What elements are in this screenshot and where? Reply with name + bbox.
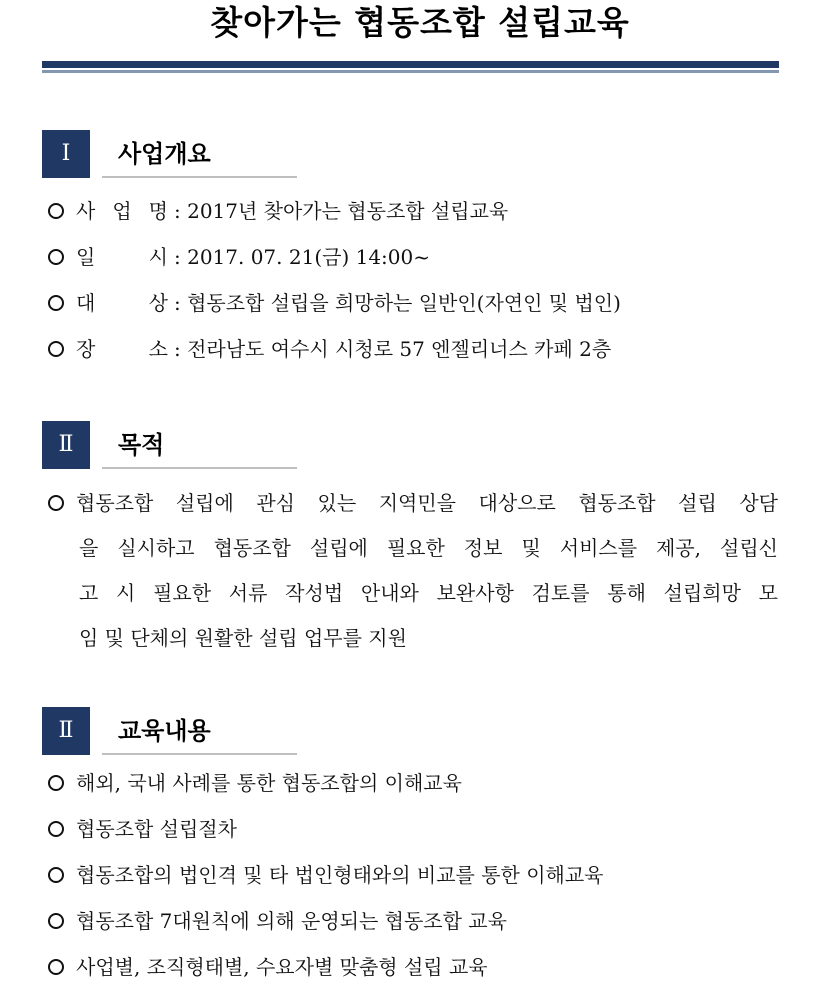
overview-item-datetime (48, 242, 430, 272)
item-value: : 전라남도 여수시 시청로 57 엔젤리너스 카페 2층 (174, 337, 612, 361)
circle-bullet-icon (48, 295, 64, 311)
item-label: 대 상 (76, 291, 168, 315)
circle-bullet-icon (48, 341, 64, 357)
item-value: : 2017. 07. 21(금) 14:00~ (174, 245, 430, 269)
purpose-paragraph (48, 481, 778, 661)
paragraph-line: 협동조합 설립에 관심 있는 지역민을 대상으로 협동조합 설립 상담 (48, 481, 778, 526)
title-underline (42, 61, 779, 68)
curriculum-item: 사업별, 조직형태별, 수요자별 맞춤형 설립 교육 (48, 952, 488, 982)
circle-bullet-icon (48, 867, 64, 883)
item-value: : 협동조합 설립을 희망하는 일반인(자연인 및 법인) (174, 291, 621, 315)
paragraph-line: 을 실시하고 협동조합 설립에 필요한 정보 및 서비스를 제공, 설립신 (79, 536, 778, 560)
section-underline (102, 176, 297, 178)
paragraph-line: 임 및 단체의 원활한 설립 업무를 지원 (79, 626, 407, 650)
section-underline (102, 467, 297, 469)
curriculum-item: 협동조합의 법인격 및 타 법인형태와의 비교를 통한 이해교육 (48, 860, 604, 890)
overview-item-name (48, 196, 508, 226)
title-underline-thin (42, 70, 779, 73)
curriculum-item: 협동조합 설립절차 (48, 814, 237, 844)
item-label: 장 소 (76, 337, 168, 361)
circle-bullet-icon (48, 821, 64, 837)
item-label: 일 시 (76, 245, 168, 269)
circle-bullet-icon (48, 913, 64, 929)
section-number-badge: Ⅱ (42, 707, 90, 755)
section-title: 사업개요 (118, 140, 211, 168)
section-number-badge: Ⅰ (42, 130, 90, 178)
section-underline (102, 753, 297, 755)
item-label: 사 업 명 (76, 199, 168, 223)
curriculum-item: 해외, 국내 사례를 통한 협동조합의 이해교육 (48, 768, 462, 798)
overview-item-target (48, 288, 621, 318)
overview-item-place (48, 334, 611, 364)
section-title: 목적 (118, 431, 165, 459)
paragraph-line: 고 시 필요한 서류 작성법 안내와 보완사항 검토를 통해 설립희망 모 (79, 581, 778, 605)
curriculum-item: 협동조합 7대원칙에 의해 운영되는 협동조합 교육 (48, 906, 507, 936)
section-header-curriculum (42, 707, 302, 757)
document-title: 찾아가는 협동조합 설립교육 (210, 3, 630, 42)
circle-bullet-icon (48, 249, 64, 265)
circle-bullet-icon (48, 959, 64, 975)
item-value: : 2017년 찾아가는 협동조합 설립교육 (174, 199, 509, 223)
section-header-overview (42, 130, 302, 180)
circle-bullet-icon (48, 203, 64, 219)
circle-bullet-icon (48, 495, 64, 511)
section-header-purpose (42, 421, 302, 471)
section-number-badge: Ⅱ (42, 421, 90, 469)
circle-bullet-icon (48, 775, 64, 791)
section-title: 교육내용 (118, 717, 211, 745)
